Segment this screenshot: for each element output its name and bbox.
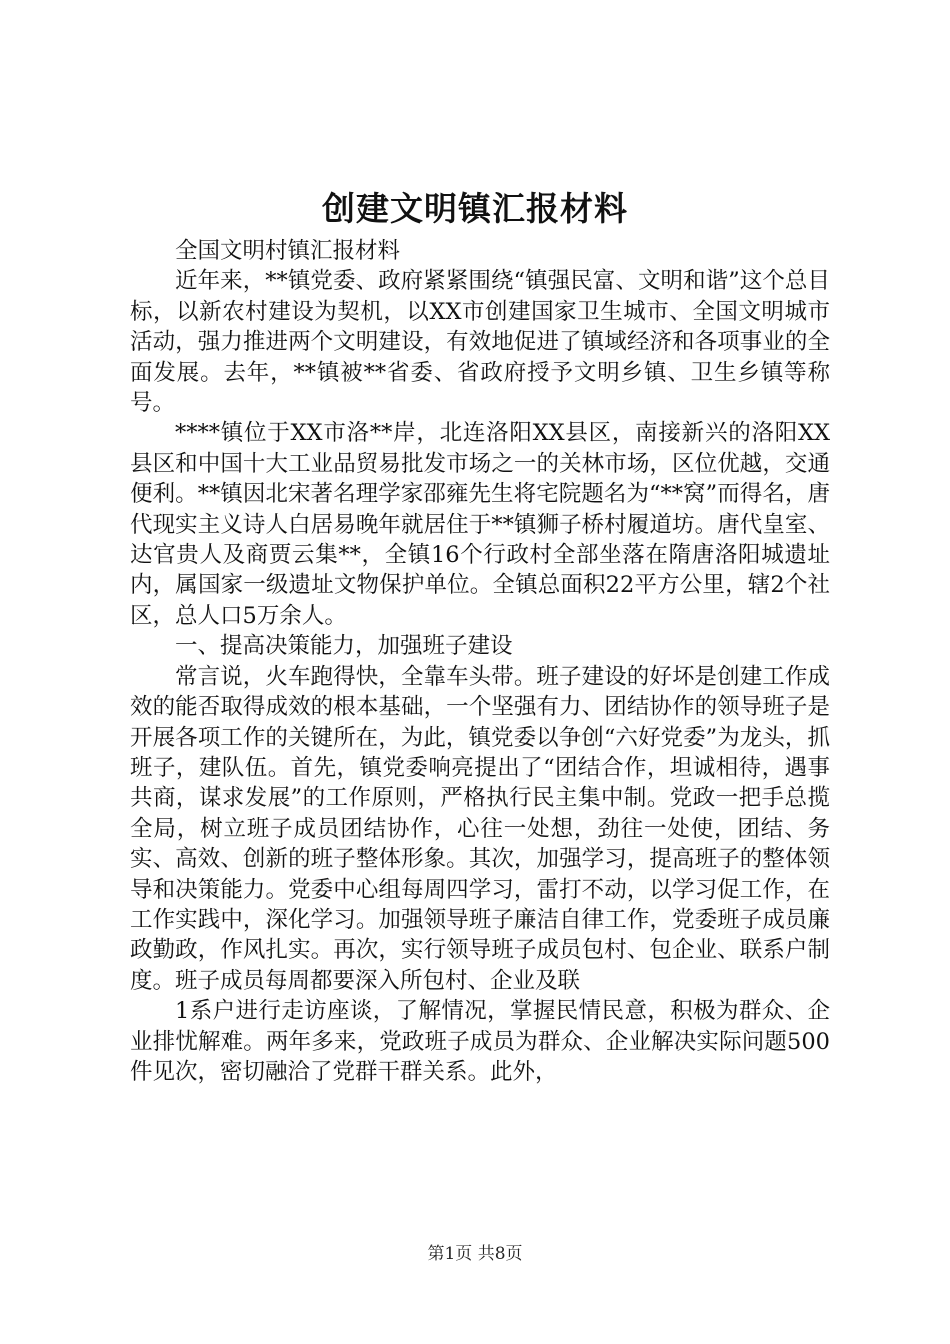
paragraph-continuation: 1系户进行走访座谈，了解情况，掌握民情民意，积极为群众、企业排忧解难。两年多来，党政班子成员为群众、企业解决实际问题500件见次，密切融洽了党群干群关系。此外， [130, 998, 830, 1085]
paragraph-intro: 近年来，**镇党委、政府紧紧围绕“镇强民富、文明和谐”这个总目标，以新农村建设为契机，以XX市创建国家卫生城市、全国文明城市活动，强力推进两个文明建设，有效地促进了镇域经济和各项事业的全面发展。去年，**镇被**省委、省政府授予文明乡镇、卫生乡镇等称号。 [130, 268, 830, 417]
paragraph-subtitle: 全国文明村镇汇报材料 [175, 238, 401, 264]
document-body [130, 236, 830, 1087]
paragraph-leadership: 常言说，火车跑得快，全靠车头带。班子建设的好坏是创建工作成效的能否取得成效的根本基础，一个坚强有力、团结协作的领导班子是开展各项工作的关键所在，为此，镇党委以争创“六好党委”为龙头，抓班子，建队伍。首先，镇党委响亮提出了“团结合作，坦诚相待，遇事共商，谋求发展”的工作原则，严格执行民主集中制。党政一把手总揽全局，树立班子成员团结协作，心往一处想，劲往一处使，团结、务实、高效、创新的班子整体形象。其次，加强学习，提高班子的整体领导和决策能力。党委中心组每周四学习，雷打不动，以学习促工作，在工作实践中，深化学习。加强领导班子廉洁自律工作，党委班子成员廉政勤政，作风扎实。再次，实行领导班子成员包村、包企业、联系户制度。班子成员每周都要深入所包村、企业及联 [130, 663, 830, 994]
document-title: 创建文明镇汇报材料 [322, 189, 628, 228]
paragraph-location: ****镇位于XX市洛**岸，北连洛阳XX县区，南接新兴的洛阳XX县区和中国十大工业品贸易批发市场之一的关林市场，区位优越，交通便利。**镇因北宋著名理学家邵雍先生将宅院题名为“**窝”而得名，唐代现实主义诗人白居易晚年就居住于**镇狮子桥村履道坊。唐代皇室、达官贵人及商贾云集**，全镇16个行政村全部坐落在隋唐洛阳城遗址内，属国家一级遗址文物保护单位。全镇总面积22平方公里，辖2个社区，总人口5万余人。 [130, 420, 830, 629]
page-number-footer: 第1页 共8页 [427, 1244, 523, 1264]
section-heading: 一、提高决策能力，加强班子建设 [175, 633, 513, 660]
